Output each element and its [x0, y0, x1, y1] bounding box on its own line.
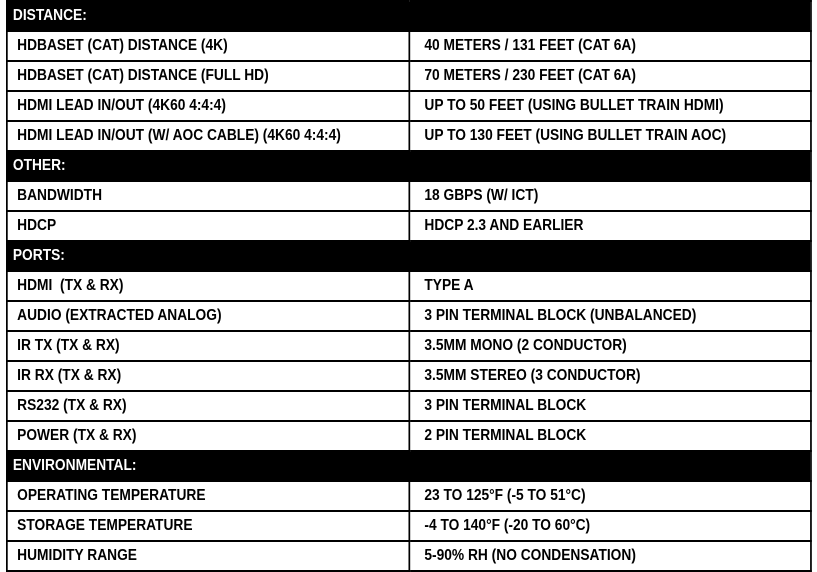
spec-label: RS232 (TX & RX)	[7, 391, 409, 421]
spec-label: IR RX (TX & RX)	[7, 361, 409, 391]
spec-row	[7, 271, 811, 301]
spec-label: POWER (TX & RX)	[7, 421, 409, 451]
spec-label: HDBASET (CAT) DISTANCE (4K)	[7, 31, 409, 61]
spec-value: 3.5MM STEREO (3 CONDUCTOR)	[409, 361, 811, 391]
spec-value: HDCP 2.3 AND EARLIER	[409, 211, 811, 241]
spec-value: UP TO 50 FEET (USING BULLET TRAIN HDMI)	[409, 91, 811, 121]
spec-value: 70 METERS / 230 FEET (CAT 6A)	[409, 61, 811, 91]
spec-value: UP TO 130 FEET (USING BULLET TRAIN AOC)	[409, 121, 811, 151]
spec-value: 3 PIN TERMINAL BLOCK (UNBALANCED)	[409, 301, 811, 331]
spec-label: HDMI (TX & RX)	[7, 271, 409, 301]
spec-row	[7, 181, 811, 211]
spec-label: OPERATING TEMPERATURE	[7, 481, 409, 511]
spec-label: IR TX (TX & RX)	[7, 331, 409, 361]
spec-value: 23 TO 125°F (-5 TO 51°C)	[409, 481, 811, 511]
spec-row	[7, 121, 811, 151]
spec-value: 5-90% RH (NO CONDENSATION)	[409, 541, 811, 571]
spec-row	[7, 421, 811, 451]
spec-value: 3.5MM MONO (2 CONDUCTOR)	[409, 331, 811, 361]
spec-value: 2 PIN TERMINAL BLOCK	[409, 421, 811, 451]
spec-value: 3 PIN TERMINAL BLOCK	[409, 391, 811, 421]
spec-label: HDBASET (CAT) DISTANCE (FULL HD)	[7, 61, 409, 91]
spec-label: HDCP	[7, 211, 409, 241]
section-header-ports	[7, 241, 811, 271]
section-title: PORTS:	[7, 241, 811, 271]
spec-row	[7, 511, 811, 541]
spec-label: BANDWIDTH	[7, 181, 409, 211]
spec-value: -4 TO 140°F (-20 TO 60°C)	[409, 511, 811, 541]
spec-label: AUDIO (EXTRACTED ANALOG)	[7, 301, 409, 331]
section-title: ENVIRONMENTAL:	[7, 451, 811, 481]
spec-row	[7, 301, 811, 331]
spec-row	[7, 331, 811, 361]
section-title: DISTANCE:	[7, 1, 811, 31]
spec-row	[7, 361, 811, 391]
spec-row	[7, 91, 811, 121]
spec-value: 18 GBPS (W/ ICT)	[409, 181, 811, 211]
spec-row	[7, 31, 811, 61]
spec-label: HDMI LEAD IN/OUT (4K60 4:4:4)	[7, 91, 409, 121]
spec-row	[7, 211, 811, 241]
section-header-environmental	[7, 451, 811, 481]
spec-label: HUMIDITY RANGE	[7, 541, 409, 571]
spec-value: TYPE A	[409, 271, 811, 301]
spec-row	[7, 481, 811, 511]
section-title: OTHER:	[7, 151, 811, 181]
section-header-distance	[7, 1, 811, 31]
spec-sheet	[6, 0, 812, 572]
spec-label: STORAGE TEMPERATURE	[7, 511, 409, 541]
spec-row	[7, 61, 811, 91]
spec-value: 40 METERS / 131 FEET (CAT 6A)	[409, 31, 811, 61]
spec-label: HDMI LEAD IN/OUT (W/ AOC CABLE) (4K60 4:4:4)	[7, 121, 409, 151]
section-header-other	[7, 151, 811, 181]
spec-table	[6, 0, 812, 572]
spec-row	[7, 541, 811, 571]
spec-row	[7, 391, 811, 421]
